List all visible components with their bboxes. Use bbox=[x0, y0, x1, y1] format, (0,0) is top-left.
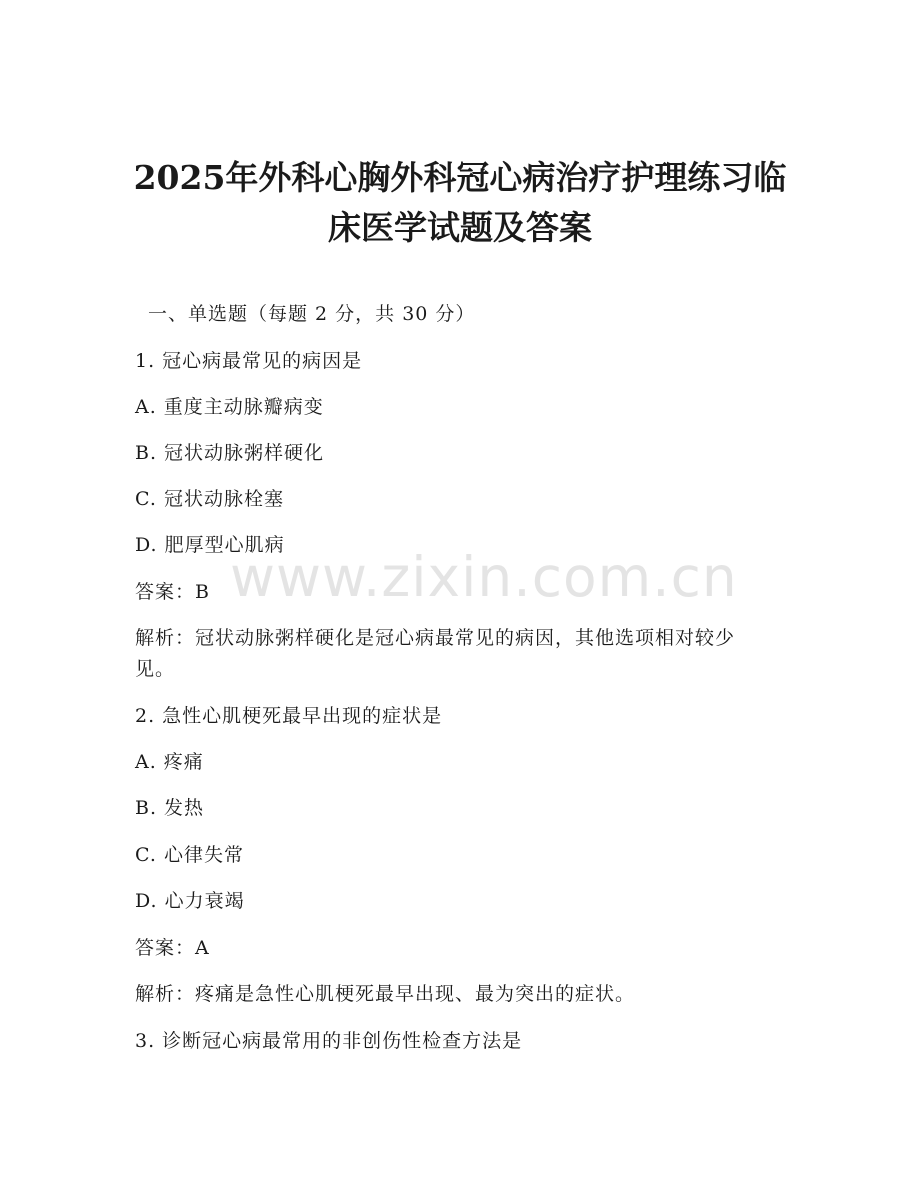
question-2-option-d: D. 心力衰竭 bbox=[135, 890, 245, 912]
question-1-analysis-line-1: 解析：冠状动脉粥样硬化是冠心病最常见的病因，其他选项相对较少 bbox=[135, 627, 736, 649]
document-title-line-2: 床医学试题及答案 bbox=[328, 208, 592, 247]
question-1-stem: 1. 冠心病最常见的病因是 bbox=[135, 350, 363, 372]
question-1-option-d: D. 肥厚型心肌病 bbox=[135, 534, 285, 556]
question-1-analysis-line-2: 见。 bbox=[135, 658, 176, 680]
question-2-option-b: B. 发热 bbox=[135, 797, 205, 819]
question-1-option-a: A. 重度主动脉瓣病变 bbox=[135, 396, 324, 418]
watermark: www.zixin.com.cn bbox=[230, 545, 738, 609]
question-3-stem: 3. 诊断冠心病最常用的非创伤性检查方法是 bbox=[135, 1030, 523, 1052]
question-1-option-c: C. 冠状动脉栓塞 bbox=[135, 488, 284, 510]
section-heading: 一、单选题（每题 2 分，共 30 分） bbox=[148, 303, 476, 325]
question-2-option-a: A. 疼痛 bbox=[135, 751, 204, 773]
question-1-option-b: B. 冠状动脉粥样硬化 bbox=[135, 442, 325, 464]
question-2-stem: 2. 急性心肌梗死最早出现的症状是 bbox=[135, 705, 443, 727]
question-2-analysis: 解析：疼痛是急性心肌梗死最早出现、最为突出的症状。 bbox=[135, 983, 636, 1005]
question-2-answer: 答案：A bbox=[135, 937, 210, 959]
question-1-answer: 答案：B bbox=[135, 581, 210, 603]
document-title-line-1: 2025年外科心胸外科冠心病治疗护理练习临 bbox=[133, 158, 787, 197]
question-2-option-c: C. 心律失常 bbox=[135, 844, 244, 866]
